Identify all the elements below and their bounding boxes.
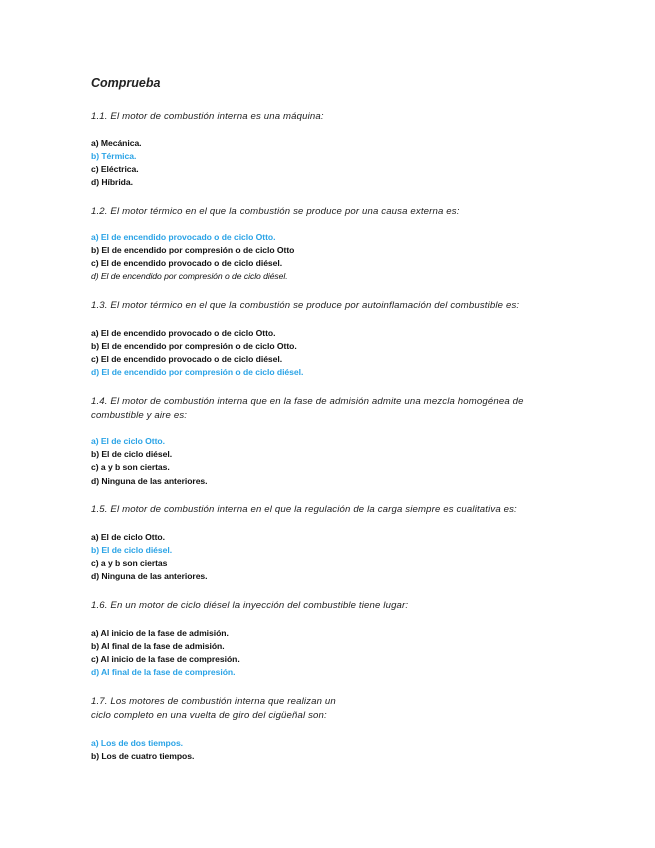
page-title: Comprueba — [91, 76, 161, 90]
q1-1-option-d: d) Híbrida. — [91, 177, 133, 187]
question-1-5: 1.5. El motor de combustión interna en el que la regulación de la carga siempre es cualitativa es: — [91, 504, 517, 515]
question-1-3: 1.3. El motor térmico en el que la combustión se produce por autoinflamación del combustible es: — [91, 300, 520, 311]
q1-2-option-b: b) El de encendido por compresión o de ciclo Otto — [91, 245, 295, 255]
q1-4-option-c: c) a y b son ciertas. — [91, 462, 170, 472]
q1-3-option-b: b) El de encendido por compresión o de ciclo Otto. — [91, 341, 297, 351]
q1-7-option-b: b) Los de cuatro tiempos. — [91, 751, 195, 761]
q1-6-option-c: c) Al inicio de la fase de compresión. — [91, 654, 240, 664]
q1-5-option-a: a) El de ciclo Otto. — [91, 532, 165, 542]
question-1-7-line1: 1.7. Los motores de combustión interna que realizan un — [91, 696, 336, 707]
q1-3-option-d-correct: d) El de encendido por compresión o de ciclo diésel. — [91, 367, 304, 377]
q1-2-option-a-correct: a) El de encendido provocado o de ciclo Otto. — [91, 232, 276, 242]
q1-5-option-b-correct: b) El de ciclo diésel. — [91, 545, 173, 555]
q1-6-option-d-correct: d) Al final de la fase de compresión. — [91, 667, 236, 677]
q1-1-option-c: c) Eléctrica. — [91, 164, 139, 174]
q1-1-option-b-correct: b) Térmica. — [91, 151, 137, 161]
question-1-1: 1.1. El motor de combustión interna es una máquina: — [91, 111, 324, 122]
q1-3-option-c: c) El de encendido provocado o de ciclo diésel. — [91, 354, 283, 364]
question-1-4-line2: combustible y aire es: — [91, 410, 188, 421]
question-1-2: 1.2. El motor térmico en el que la combustión se produce por una causa externa es: — [91, 206, 460, 217]
q1-5-option-d: d) Ninguna de las anteriores. — [91, 571, 208, 581]
q1-4-option-a-correct: a) El de ciclo Otto. — [91, 436, 165, 446]
question-1-4-line1: 1.4. El motor de combustión interna que en la fase de admisión admite una mezcla homogénea de — [91, 396, 524, 407]
q1-4-option-b: b) El de ciclo diésel. — [91, 449, 173, 459]
q1-3-option-a: a) El de encendido provocado o de ciclo Otto. — [91, 328, 276, 338]
q1-6-option-b: b) Al final de la fase de admisión. — [91, 641, 225, 651]
q1-4-option-d: d) Ninguna de las anteriores. — [91, 476, 208, 486]
question-1-6: 1.6. En un motor de ciclo diésel la inyección del combustible tiene lugar: — [91, 600, 409, 611]
q1-5-option-c: c) a y b son ciertas — [91, 558, 168, 568]
question-1-7-line2: ciclo completo en una vuelta de giro del cigüeñal son: — [91, 710, 327, 721]
q1-7-option-a-correct: a) Los de dos tiempos. — [91, 738, 184, 748]
q1-1-option-a: a) Mecánica. — [91, 138, 142, 148]
q1-6-option-a: a) Al inicio de la fase de admisión. — [91, 628, 229, 638]
q1-2-option-d: d) El de encendido por compresión o de ciclo diésel. — [91, 271, 288, 281]
q1-2-option-c: c) El de encendido provocado o de ciclo diésel. — [91, 258, 283, 268]
